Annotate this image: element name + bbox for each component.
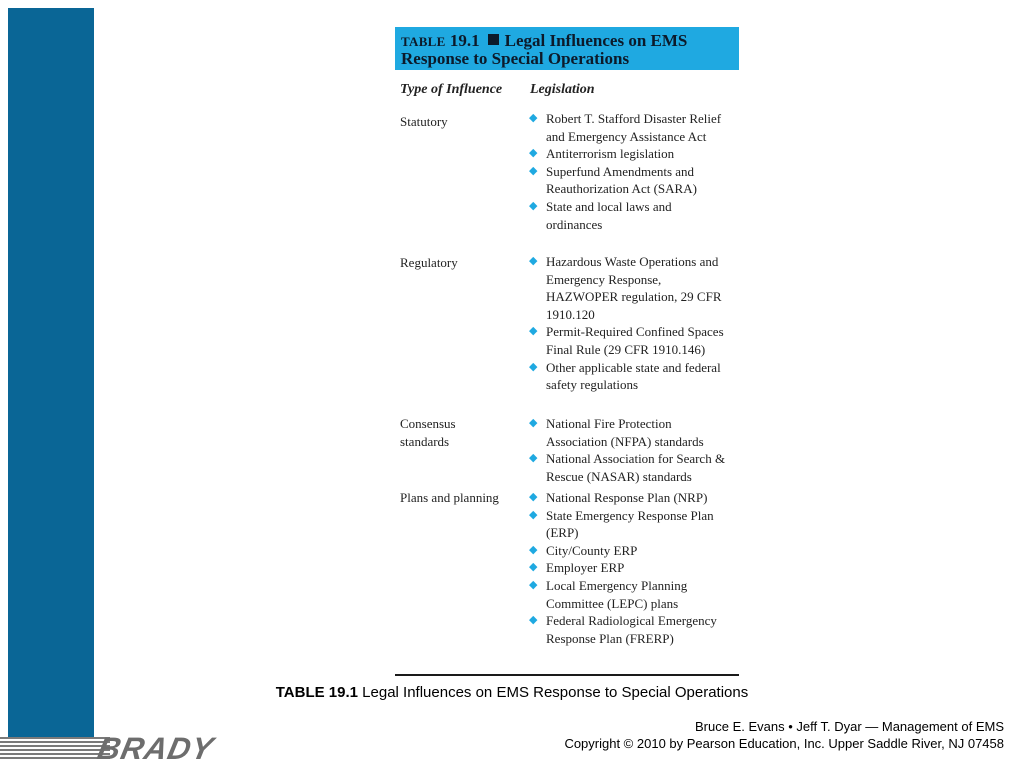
footer-copyright: Copyright © 2010 by Pearson Education, Inc. Upper Saddle River, NJ 07458: [564, 736, 1004, 751]
list-item: ◆ State Emergency Response Plan (ERP): [529, 507, 714, 541]
list-item: ◆ Robert T. Stafford Disaster Relief and Emergency Assistance Act: [529, 111, 722, 144]
bullet-icon: ◆: [529, 325, 538, 338]
bullet-icon: ◆: [529, 199, 538, 212]
column-header-type: Type of Influence: [400, 82, 503, 97]
column-header-legislation: Legislation: [530, 82, 595, 97]
list-item: ◆ National Fire Protection Association (NFPA) standards: [529, 416, 704, 449]
bullet-icon: ◆: [529, 543, 538, 556]
bullet-icon: ◆: [529, 112, 538, 124]
bullet-icon: ◆: [529, 491, 538, 503]
bullet-icon: ◆: [529, 578, 538, 591]
list-item: ◆ Other applicable state and federal safety regulations: [529, 359, 721, 393]
table-title-prefix: TABLE: [401, 34, 446, 49]
row-label-statutory: Statutory: [400, 114, 448, 129]
list-item: ◆ Superfund Amendments and Reauthorization Act (SARA): [529, 163, 697, 197]
list-item: ◆ City/County ERP: [529, 542, 638, 558]
table-title-line1: Legal Influences on EMS: [504, 31, 688, 50]
list-item: ◆ National Response Plan (NRP): [529, 490, 708, 505]
regulatory-list: [528, 253, 728, 394]
list-item: ◆ Employer ERP: [529, 560, 625, 576]
list-item: ◆ National Association for Search & Rescue (NASAR) standards: [529, 451, 726, 484]
square-icon: [488, 34, 499, 45]
list-item: ◆ Local Emergency Planning Committee (LEPC) plans: [529, 577, 688, 611]
slide-caption: [0, 684, 1024, 701]
table-title-number: 19.1: [449, 31, 480, 50]
row-label-regulatory: Regulatory: [400, 255, 458, 270]
row-label-consensus: Consensus standards: [400, 416, 456, 449]
legal-influences-table: [395, 27, 739, 646]
brady-logo: BRADY: [94, 731, 218, 766]
statutory-list: [528, 110, 728, 233]
plans-list: [528, 489, 728, 647]
bullet-icon: ◆: [529, 164, 538, 177]
table-bottom-rule: [395, 674, 739, 676]
logo-speed-lines: [0, 737, 110, 763]
bullet-icon: ◆: [529, 561, 538, 574]
bullet-icon: ◆: [529, 255, 538, 267]
list-item: ◆ State and local laws and ordinances: [529, 198, 672, 232]
bullet-icon: ◆: [529, 614, 538, 627]
footer-authors: Bruce E. Evans • Jeff T. Dyar — Management of EMS: [695, 719, 1004, 734]
table-title: [395, 27, 739, 70]
bullet-icon: ◆: [529, 508, 538, 521]
caption-text: Legal Influences on EMS Response to Special Operations: [362, 684, 749, 701]
bullet-icon: ◆: [529, 452, 538, 465]
table-title-line2: Response to Special Operations: [401, 49, 630, 68]
list-item: ◆ Federal Radiological Emergency Response Plan (FRERP): [529, 613, 717, 646]
list-item: ◆ Hazardous Waste Operations and Emergency Response, HAZWOPER regulation, 29 CFR 1910.120: [529, 254, 722, 322]
sidebar-band: [8, 8, 94, 738]
row-label-plans: Plans and planning: [400, 490, 499, 505]
list-item: ◆ Antiterrorism legislation: [529, 146, 675, 162]
bullet-icon: ◆: [529, 147, 538, 160]
caption-label: TABLE 19.1: [275, 684, 358, 701]
bullet-icon: ◆: [529, 417, 538, 429]
consensus-list: [528, 415, 728, 485]
list-item: ◆ Permit-Required Confined Spaces Final Rule (29 CFR 1910.146): [529, 324, 724, 357]
bullet-icon: ◆: [529, 360, 538, 373]
footer-credits: [564, 718, 1004, 752]
